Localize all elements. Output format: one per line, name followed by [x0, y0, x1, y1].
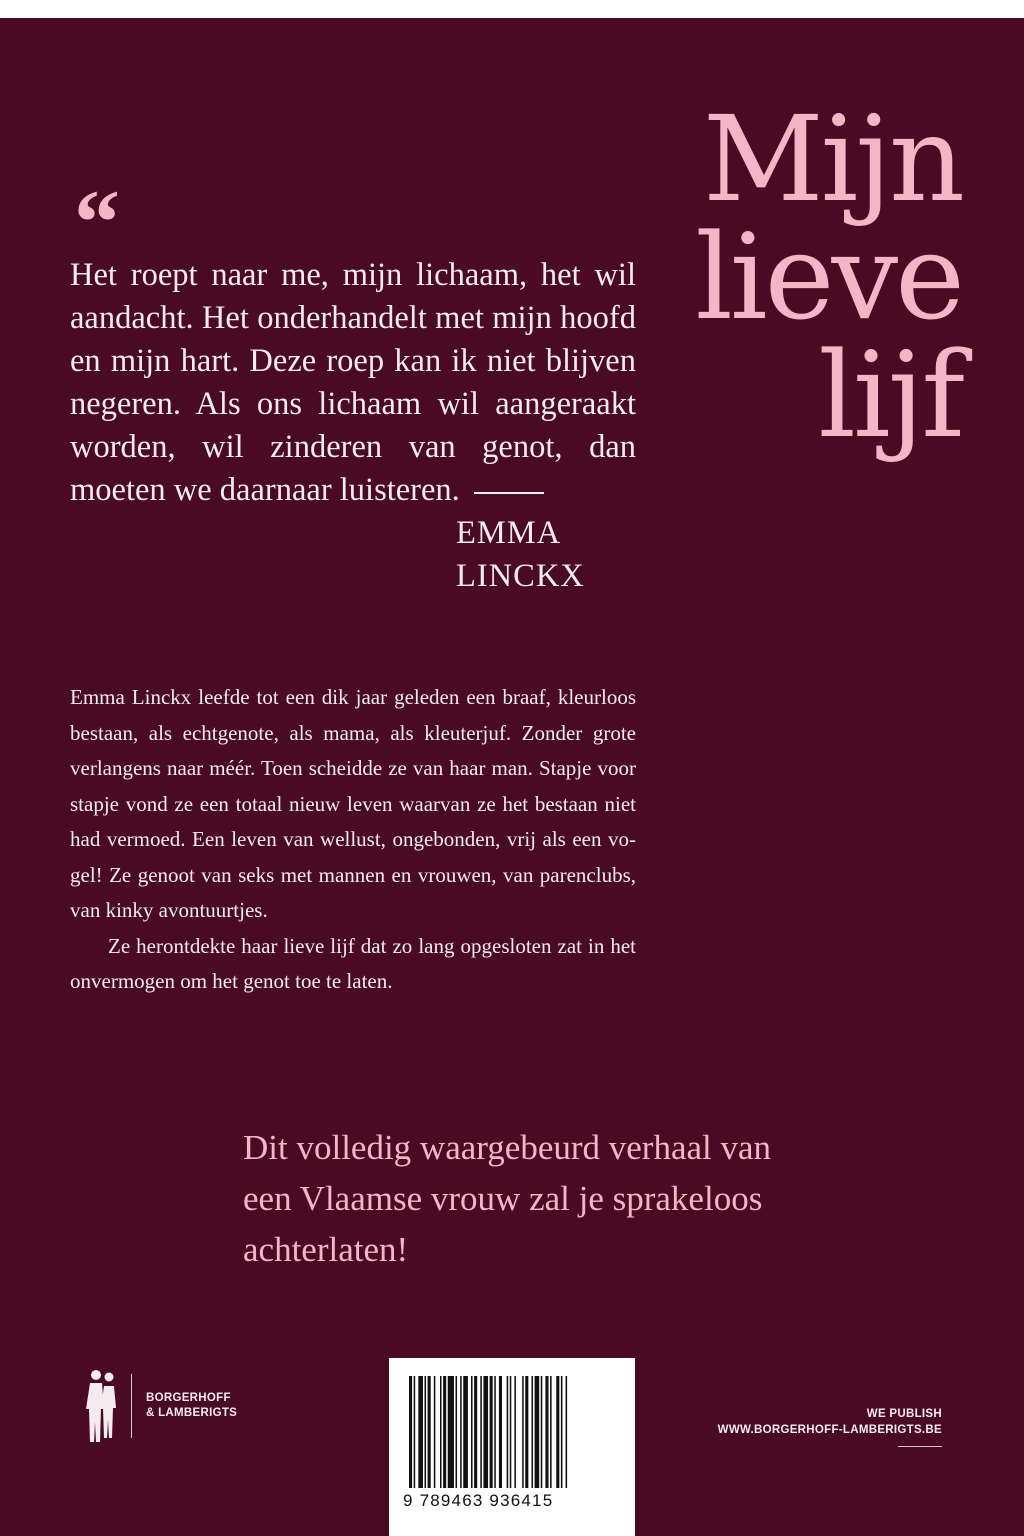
publisher-underline: [898, 1446, 942, 1447]
barcode-digits: 9 789463 936415: [403, 1491, 554, 1510]
title-line-2: lieve: [695, 208, 962, 346]
quote-text: Het roept naar me, mijn lichaam, het wil aandacht. Het onderhandelt met mijn hoofd en mijn hart. Deze roep kan ik niet blijven negeren. Als ons lichaam wil aangeraakt worden, wil zinderen van genot, dan moeten we daarnaar luisteren.: [70, 257, 636, 508]
logo-line-2: & LAMBERIGTS: [146, 1407, 238, 1419]
publisher-info: [718, 1406, 942, 1447]
two-figures-icon: [85, 1368, 119, 1444]
tagline: Dit volledig waargebeurd verhaal van een Vlaamse vrouw zal je sprakeloos achterlaten!: [243, 1128, 772, 1269]
logo-text: [146, 1391, 237, 1421]
barcode-bars: [409, 1376, 615, 1488]
author-line-2: LINCKX: [456, 558, 585, 594]
publisher-logo: [85, 1368, 237, 1444]
title-line-1: Mijn: [702, 90, 962, 228]
quote-mark-icon: “: [74, 171, 120, 273]
isbn-barcode: [389, 1358, 635, 1536]
title-line-3: lijf: [818, 326, 962, 464]
publisher-website-link[interactable]: WWW.BORGERHOFF-LAMBERIGTS.BE: [717, 1424, 942, 1436]
quote-author: [456, 512, 636, 598]
book-blurb: [70, 680, 636, 1000]
em-dash-divider: [474, 492, 544, 494]
blurb-paragraph-1: Emma Linckx leefde tot een dik jaar geleden een braaf, kleurloos bestaan, als echtgenote, als mama, als kleuterjuf. Zonder grote verlangens naar méér. Toen scheidde ze van haar man. Stapje voor stapje vond ze een totaal nieuw leven waarvan ze het bestaan niet had vermoed. Een leven van wellust, ongebonden, vrij als een vogel! Ze genoot van seks met mannen en vrouwen, van parenclubs, van kinky avontuurtjes.: [70, 685, 636, 922]
author-line-1: EMMA: [456, 515, 562, 551]
publisher-line-1: WE PUBLISH: [866, 1408, 942, 1420]
pull-quote: [70, 254, 636, 598]
logo-divider: [131, 1374, 132, 1438]
book-back-cover: [0, 18, 1024, 1536]
blurb-paragraph-2: Ze herontdekte haar lieve lijf dat zo lang opgesloten zat in het onvermogen om het genot toe te laten.: [70, 933, 636, 993]
logo-line-1: BORGERHOFF: [146, 1392, 231, 1404]
